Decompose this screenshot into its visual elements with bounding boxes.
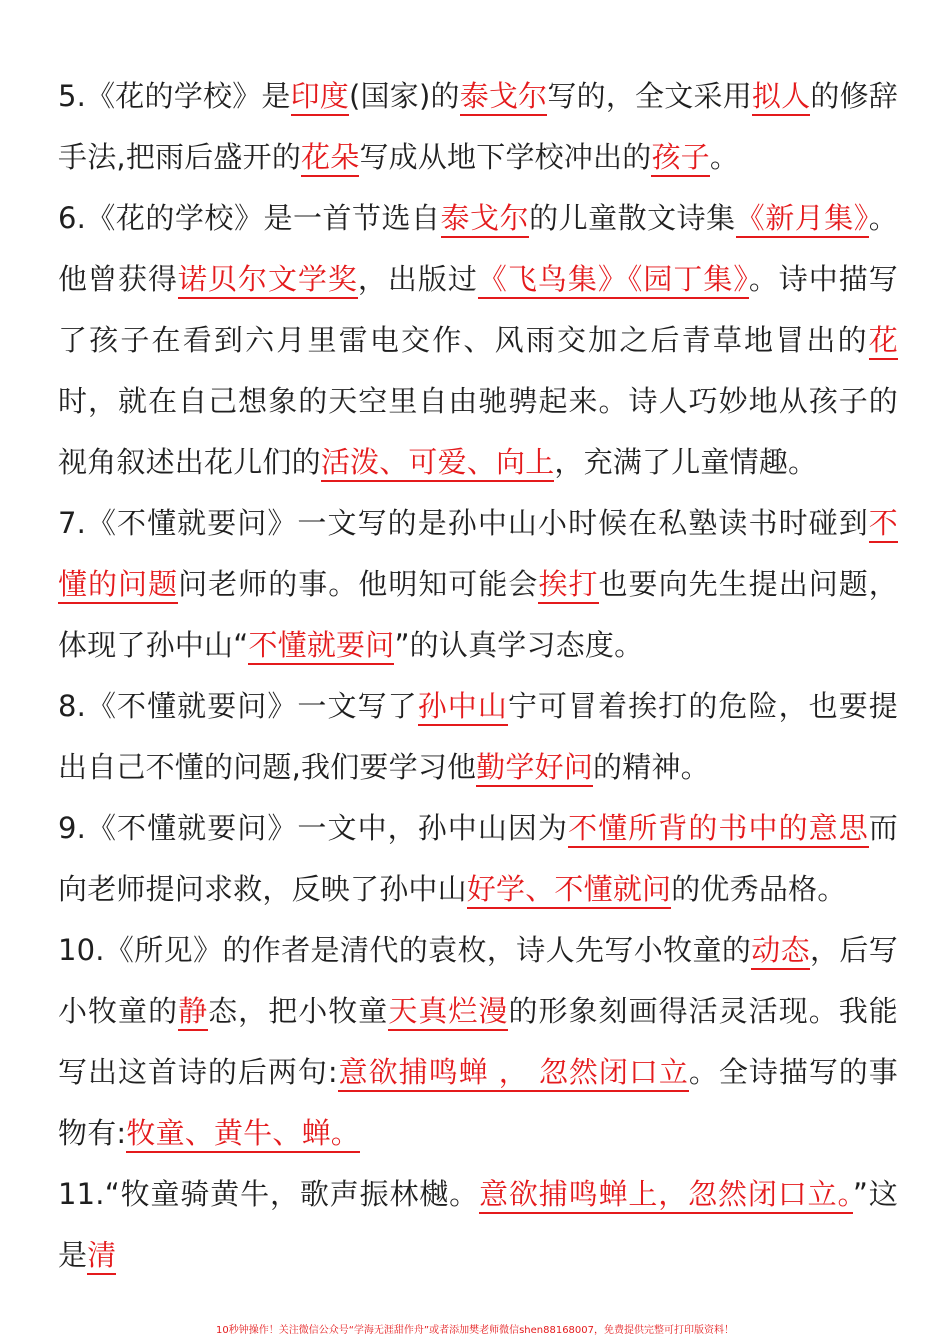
body-text: ”的认真学习态度。 — [394, 628, 644, 662]
body-text: 。 — [709, 140, 740, 174]
body-text: 写成从地下学校冲出的 — [359, 140, 652, 174]
answer-text: 不懂就要问 — [248, 628, 394, 665]
answer-text: 孩子 — [651, 140, 709, 177]
body-text: ，后写小牧童的 — [58, 933, 898, 1028]
body-text: 。诗中描写了孩子在看到六月里雷电交作、风雨交加之后青草地冒出的 — [58, 262, 898, 357]
item-10 — [58, 920, 898, 1164]
answer-text: 不懂所背的书中的意思 — [568, 811, 869, 848]
item-7 — [58, 493, 898, 676]
answer-text: 天真烂漫 — [388, 994, 508, 1031]
footer-note: 10秒钟操作！关注微信公众号“学海无涯甜作舟”或者添加樊老师微信shen88168007，免费提供完整可打印版资料！ — [215, 1325, 735, 1336]
body-text: 7.《不懂就要问》一文写的是孙中山小时候在私塾读书时碰到 — [58, 506, 869, 540]
body-text: 9.《不懂就要问》一文中，孙中山因为 — [58, 811, 569, 845]
body-text: (国家)的 — [349, 79, 460, 113]
answer-text: 不懂的问题 — [58, 506, 898, 604]
answer-text: 好学、不懂就问 — [467, 872, 671, 909]
answer-text: 意欲捕鸣蝉 ， 忽然闭口立 — [338, 1055, 689, 1092]
item-6 — [58, 188, 898, 493]
body-text: 的儿童散文诗集 — [529, 201, 736, 235]
body-text: 。全诗描写的事物有: — [58, 1055, 898, 1150]
answer-text: 意欲捕鸣蝉上，忽然闭口立。 — [479, 1177, 853, 1214]
document-body — [58, 66, 898, 1286]
body-text: 写的，全文采用 — [547, 79, 752, 113]
answer-text: 挨打 — [538, 567, 598, 604]
body-text: 态，把小牧童 — [208, 994, 389, 1028]
body-text: 时，就在自己想象的天空里自由驰骋起来。诗人巧妙地从孩子的视角叙述出花儿们的 — [58, 384, 898, 479]
answer-text: 活泼、可爱、向上 — [321, 445, 555, 482]
body-text: 。他曾获得 — [58, 201, 898, 296]
body-text: 宁可冒着挨打的危险，也要提出自己不懂的问题,我们要学习他 — [58, 689, 898, 784]
body-text: 的精神。 — [593, 750, 710, 784]
answer-text: 《新月集》 — [736, 201, 869, 238]
body-text: 问老师的事。他明知可能会 — [178, 567, 539, 601]
answer-text: 孙中山 — [418, 689, 508, 726]
body-text: 的修辞手法,把雨后盛开的 — [58, 79, 898, 174]
body-text: ”这是 — [58, 1177, 898, 1272]
body-text: 5.《花的学校》是 — [58, 79, 291, 113]
body-text: 8.《不懂就要问》一文写了 — [58, 689, 418, 723]
body-text: 11.“牧童骑黄牛，歌声振林樾。 — [58, 1177, 480, 1211]
item-8 — [58, 676, 898, 798]
answer-text: 泰戈尔 — [441, 201, 530, 238]
body-text: 的形象刻画得活灵活现。我能写出这首诗的后两句: — [58, 994, 898, 1089]
body-text: 10.《所见》的作者是清代的袁枚，诗人先写小牧童的 — [58, 933, 752, 967]
item-5 — [58, 66, 898, 188]
body-text: 也要向先生提出问题，体现了孙中山“ — [58, 567, 898, 662]
body-text: 的优秀品格。 — [671, 872, 847, 906]
item-11 — [58, 1164, 898, 1286]
answer-text: 花 — [869, 323, 898, 360]
answer-text: 泰戈尔 — [460, 79, 548, 116]
answer-text: 诺贝尔文学奖 — [178, 262, 358, 299]
answer-text: 花朵 — [301, 140, 359, 177]
answer-text: 动态 — [751, 933, 810, 970]
answer-text: 拟人 — [752, 79, 810, 116]
body-text: 而向老师提问求救，反映了孙中山 — [58, 811, 898, 906]
answer-text: 静 — [178, 994, 208, 1031]
answer-text: 牧童、黄牛、蝉。 — [126, 1116, 360, 1153]
answer-text: 勤学好问 — [476, 750, 593, 787]
item-9 — [58, 798, 898, 920]
body-text: 6.《花的学校》是一首节选自 — [58, 201, 441, 235]
answer-text: 《飞鸟集》《园丁集》 — [478, 262, 749, 299]
body-text: ，充满了儿童情趣。 — [554, 445, 818, 479]
answer-text: 印度 — [291, 79, 349, 116]
answer-text: 清 — [87, 1238, 116, 1275]
body-text: ，出版过 — [357, 262, 478, 296]
